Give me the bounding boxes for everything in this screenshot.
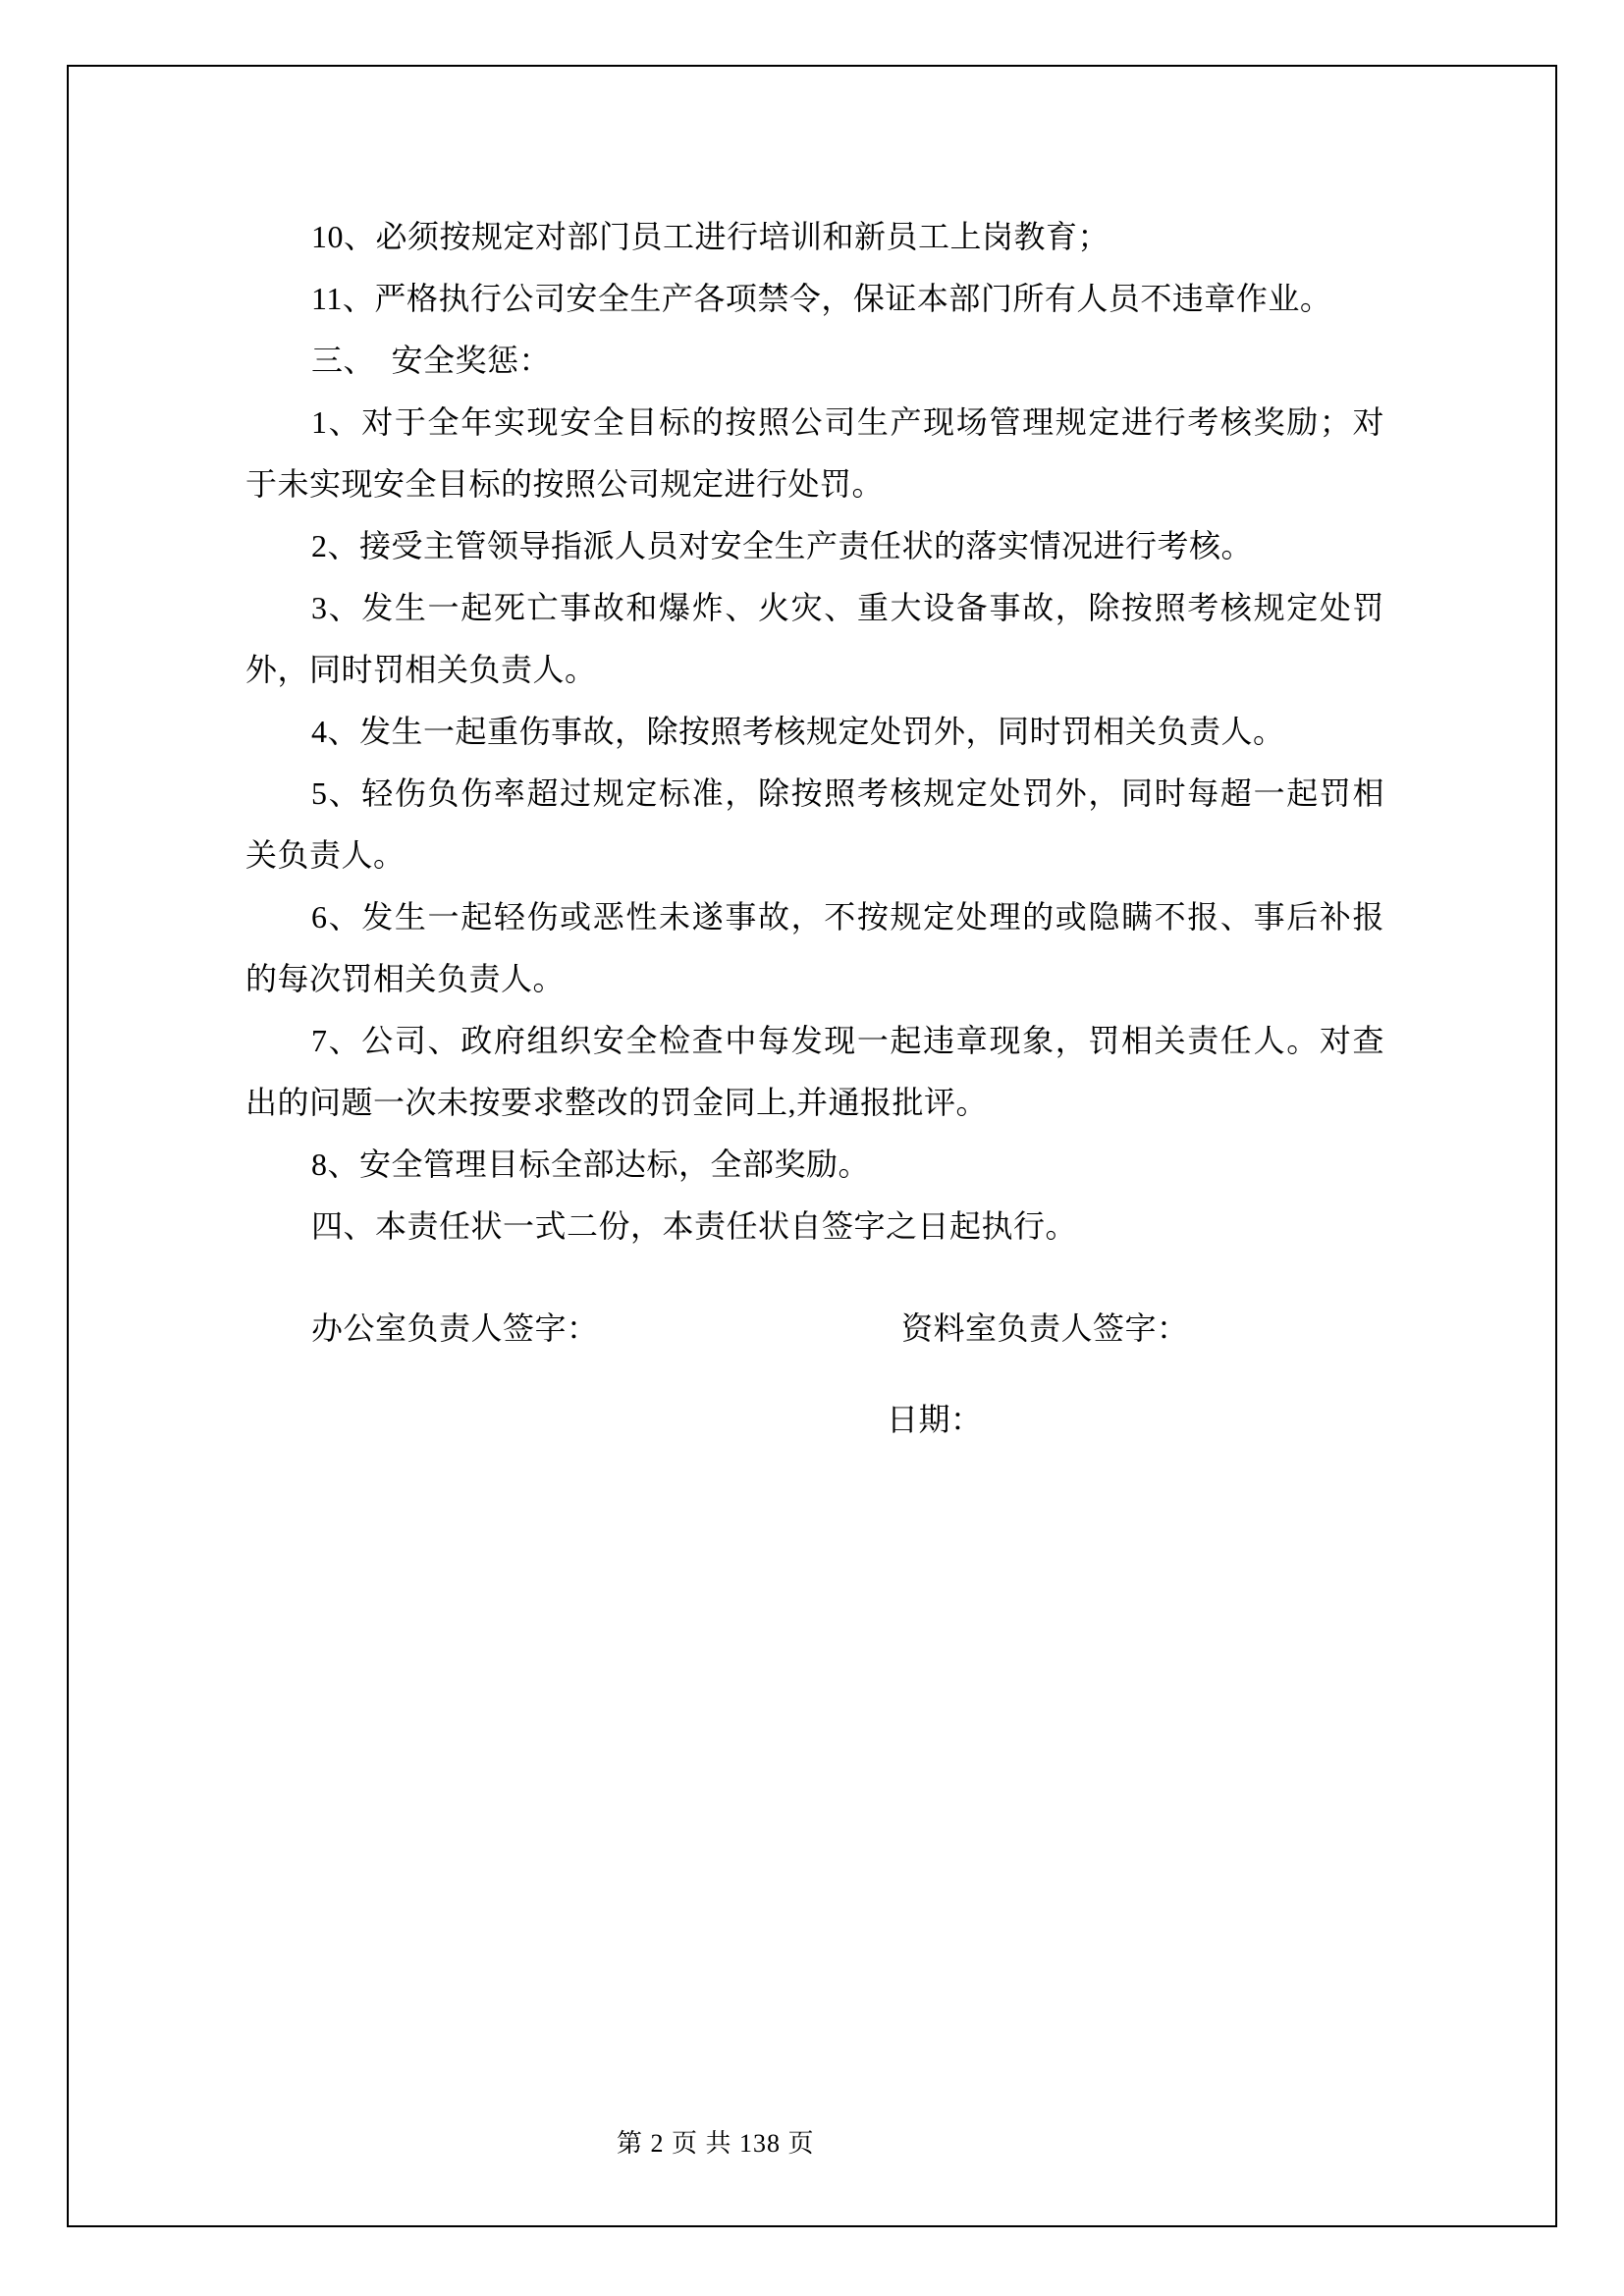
doc-line-item-4: 4、发生一起重伤事故，除按照考核规定处罚外，同时罚相关负责人。 xyxy=(311,714,1285,749)
doc-line-item-11: 11、严格执行公司安全生产各项禁令，保证本部门所有人员不违章作业。 xyxy=(311,281,1332,316)
doc-line-item-3-cont: 外，同时罚相关负责人。 xyxy=(245,652,597,687)
document-body xyxy=(245,206,1384,1257)
doc-line-item-6-cont: 的每次罚相关负责人。 xyxy=(245,961,566,996)
doc-line-item-1: 1、对于全年实现安全目标的按照公司生产现场管理规定进行考核奖励；对 xyxy=(311,404,1384,440)
section-heading-4: 四、本责任状一式二份，本责任状自签字之日起执行。 xyxy=(311,1208,1078,1244)
doc-line-item-2: 2、接受主管领导指派人员对安全生产责任状的落实情况进行考核。 xyxy=(311,528,1254,563)
doc-line-item-7-cont: 出的问题一次未按要求整改的罚金同上,并通报批评。 xyxy=(245,1085,989,1120)
signature-label-office: 办公室负责人签字： xyxy=(311,1310,599,1346)
doc-line-item-10: 10、必须按规定对部门员工进行培训和新员工上岗教育； xyxy=(311,219,1110,254)
doc-line-item-8: 8、安全管理目标全部达标，全部奖励。 xyxy=(311,1147,871,1182)
doc-line-item-3: 3、发生一起死亡事故和爆炸、火灾、重大设备事故，除按照考核规定处罚 xyxy=(311,590,1384,625)
signature-label-dataroom: 资料室负责人签字： xyxy=(901,1310,1189,1346)
page-footer: 第 2 页 共 138 页 xyxy=(617,2129,815,2158)
doc-line-item-7: 7、公司、政府组织安全检查中每发现一起违章现象，罚相关责任人。对查 xyxy=(311,1023,1384,1058)
doc-line-item-6: 6、发生一起轻伤或恶性未遂事故，不按规定处理的或隐瞒不报、事后补报 xyxy=(311,899,1384,934)
date-label: 日期： xyxy=(887,1402,983,1437)
doc-line-item-1-cont: 于未实现安全目标的按照公司规定进行处罚。 xyxy=(245,466,885,502)
doc-line-item-5: 5、轻伤负伤率超过规定标准，除按照考核规定处罚外，同时每超一起罚相 xyxy=(311,775,1384,811)
doc-line-item-5-cont: 关负责人。 xyxy=(245,837,406,873)
section-heading-3: 三、 安全奖惩： xyxy=(311,343,552,378)
